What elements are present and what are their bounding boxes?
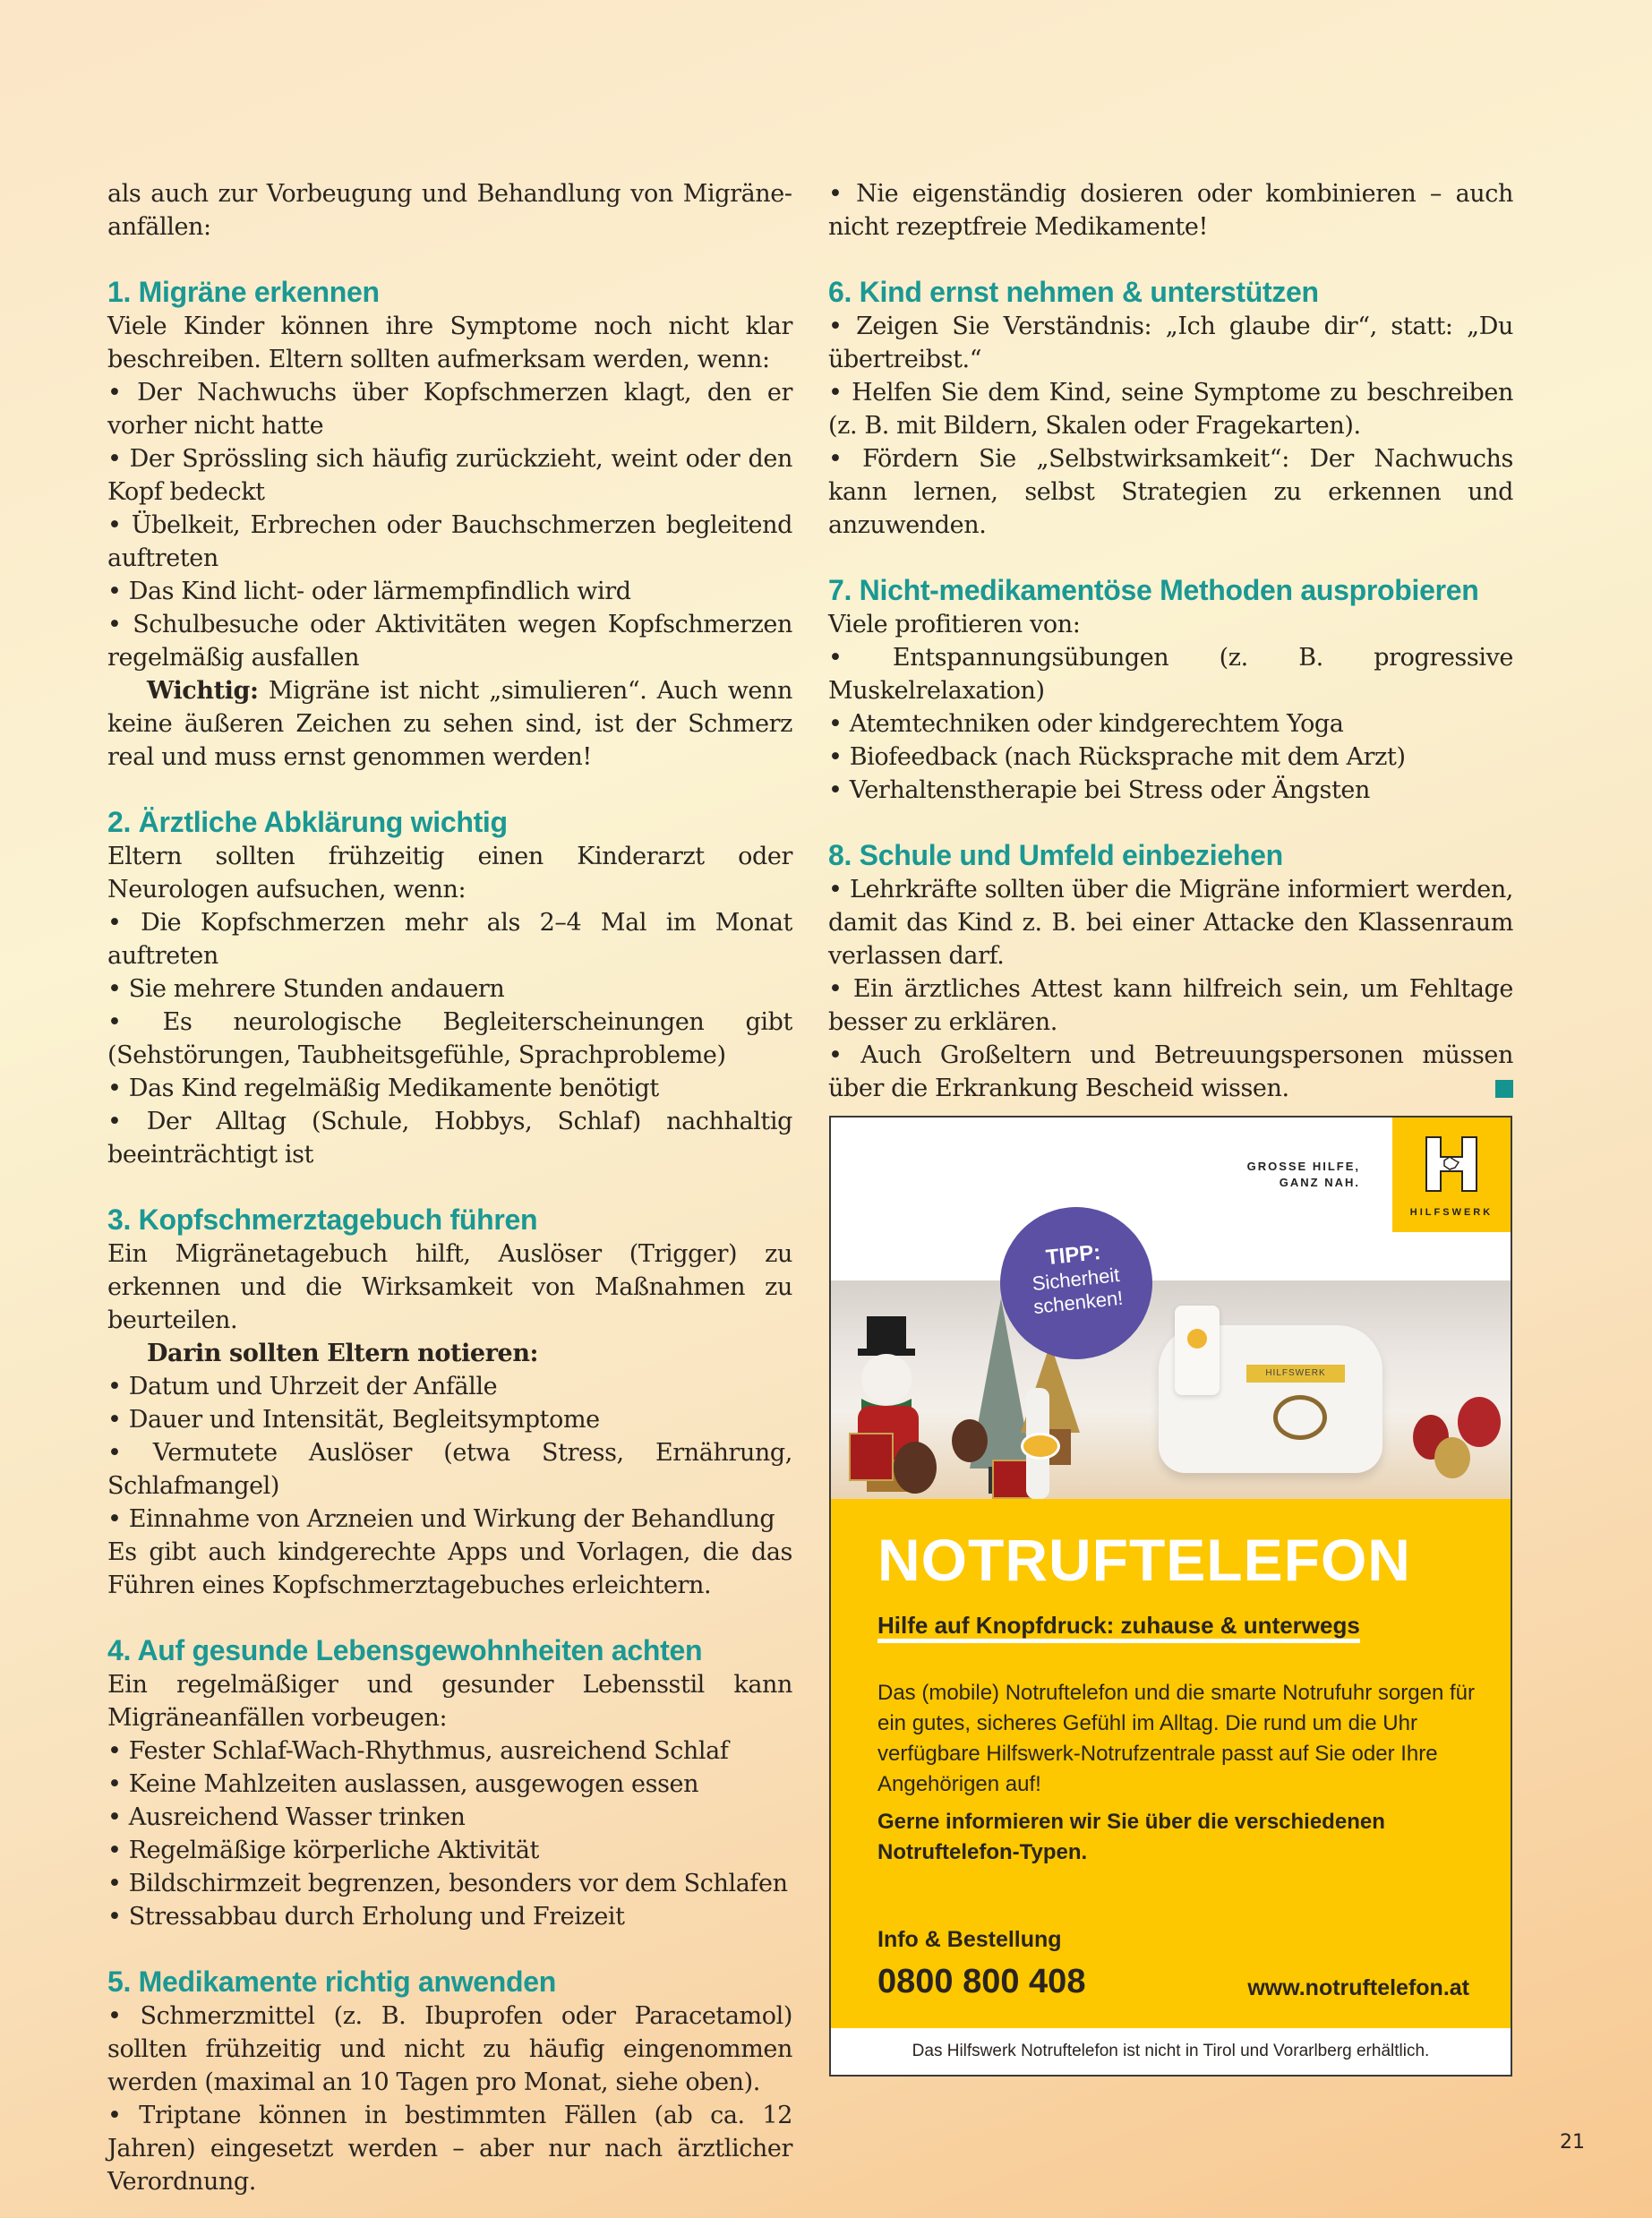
list-item: • Der Alltag (Schule, Hobbys, Schlaf) nachhaltig beeinträchtigt ist <box>107 1108 792 1169</box>
list-item: • Dauer und Intensität, Begleitsymptome <box>107 1406 600 1434</box>
bubble-line-2: schenken! <box>1032 1286 1125 1319</box>
list-item: • Einnahme von Arzneien und Wirkung der Behandlung <box>107 1505 775 1533</box>
ad-subtitle: Hilfe auf Knopfdruck: zuhause & unterwegs <box>877 1612 1360 1643</box>
list-item <box>828 1039 1513 1105</box>
section-6 <box>828 274 1513 542</box>
section-heading: 7. Nicht-medikamentöse Methoden ausprobieren <box>828 574 1479 606</box>
watch-button-icon <box>1021 1433 1060 1460</box>
ad-disclaimer: Das Hilfswerk Notruftelefon ist nicht in Tirol und Vorarlberg erhältlich. <box>831 2028 1511 2075</box>
pendant-button-icon <box>1187 1329 1207 1349</box>
pine-cone-icon <box>894 1442 937 1494</box>
article-end-square-icon <box>1495 1080 1513 1098</box>
closing-paragraph: Es gibt auch kindgerechte Apps und Vorlagen, die das Führen eines Kopfschmerztagebuches erleichtern. <box>107 1538 792 1599</box>
list-item: • Verhaltenstherapie bei Stress oder Ängsten <box>828 776 1370 804</box>
section-heading: 1. Migräne erkennen <box>107 276 380 308</box>
section-heading: 2. Ärztliche Abklärung wichtig <box>107 806 508 838</box>
ad-call-to-action: Gerne informieren wir Sie über die verschiedenen Notruftelefon-Typen. <box>877 1810 1385 1864</box>
list-item-continuation: • Nie eigenständig dosieren oder kombinieren – auch nicht rezeptfreie Medikamente! <box>828 180 1513 241</box>
section-5 <box>107 1964 792 2198</box>
pine-cone-icon <box>952 1419 988 1462</box>
section-heading: 5. Medikamente richtig anwenden <box>107 1965 557 1998</box>
list-item: • Schmerzmittel (z. B. Ibuprofen oder Paracetamol) sollten frühzeitig und nicht zu häufig eingenommen werden (maximal an 10 Tagen pro Monat, siehe oben). <box>107 2002 792 2096</box>
list-item: • Keine Mahlzeiten auslassen, ausgewogen essen <box>107 1770 699 1798</box>
product-photo <box>831 1280 1511 1499</box>
device-ring-button-icon <box>1273 1395 1327 1440</box>
paragraph: Viele profitieren von: <box>828 611 1081 638</box>
section-4 <box>107 1632 792 1933</box>
list-item: • Schulbesuche oder Aktivitäten wegen Kopfschmerzen regelmäßig ausfallen <box>107 611 792 672</box>
list-item: • Das Kind regelmäßig Medikamente benötigt <box>107 1075 659 1102</box>
list-item: • Der Sprössling sich häufig zurückzieht, weint oder den Kopf bedeckt <box>107 445 792 506</box>
list-item: • Zeigen Sie Verständnis: „Ich glaube dir“, statt: „Du übertreibst.“ <box>828 313 1513 373</box>
pendant-device-icon <box>1175 1306 1220 1395</box>
important-note <box>107 674 792 774</box>
ad-tagline <box>1247 1159 1360 1191</box>
list-item: • Atemtechniken oder kindgerechtem Yoga <box>828 710 1344 738</box>
list-item: • Stressabbau durch Erholung und Freizeit <box>107 1903 625 1931</box>
list-item: • Entspannungsübungen (z. B. progressive Muskelrelaxation) <box>828 644 1513 705</box>
ad-body: Das (mobile) Notruftelefon und die smarte Notrufuhr sorgen für ein gutes, sicheres Gefühl im Alltag. Die rund um die Uhr verfügbare Hilfswerk-Notrufzentrale passt auf Sie oder Ihre Angehörigen auf! <box>877 1681 1475 1796</box>
list-item: • Triptane können in bestimmten Fällen (ab ca. 12 Jahren) eingesetzt werden – aber nur nach ärztlicher Verordnung. <box>107 2102 792 2196</box>
tagline-line-1: GROSSE HILFE, <box>1246 1160 1360 1173</box>
ornament-icon <box>1434 1437 1470 1478</box>
phone-number[interactable]: 0800 800 408 <box>877 1963 1086 2000</box>
ad-title: NOTRUFTELEFON <box>877 1527 1411 1593</box>
list-item: • Die Kopfschmerzen mehr als 2–4 Mal im Monat auftreten <box>107 909 792 970</box>
section-heading: 6. Kind ernst nehmen & unterstützen <box>828 276 1319 308</box>
ad-info-panel <box>831 1499 1511 2029</box>
right-column <box>828 177 1513 1105</box>
list-item: • Sie mehrere Stunden andauern <box>107 975 505 1003</box>
bubble-title: TIPP: <box>1044 1240 1102 1271</box>
section-heading: 3. Kopfschmerztagebuch führen <box>107 1203 538 1236</box>
list-item: • Vermutete Auslöser (etwa Stress, Ernährung, Schlafmangel) <box>107 1439 792 1500</box>
device-label: HILFSWERK <box>1246 1365 1345 1383</box>
list-item: • Bildschirmzeit begrenzen, besonders vor dem Schlafen <box>107 1870 788 1897</box>
list-item: • Ein ärztliches Attest kann hilfreich sein, um Fehltage besser zu erklären. <box>828 975 1513 1036</box>
list-item: • Fördern Sie „Selbstwirksamkeit“: Der Nachwuchs kann lernen, selbst Strategien zu erkennen und anzuwenden. <box>828 445 1513 539</box>
list-item: • Der Nachwuchs über Kopfschmerzen klagt, den er vorher nicht hatte <box>107 379 792 440</box>
section-1 <box>107 274 792 774</box>
section-heading: 4. Auf gesunde Lebensgewohnheiten achten <box>107 1634 703 1666</box>
tagline-line-2: GANZ NAH. <box>1279 1176 1360 1189</box>
list-item: • Lehrkräfte sollten über die Migräne informiert werden, damit das Kind z. B. bei einer Attacke den Klassenraum verlassen darf. <box>828 876 1513 970</box>
list-item: • Fester Schlaf-Wach-Rhythmus, ausreichend Schlaf <box>107 1737 729 1765</box>
page-number: 21 <box>1560 2131 1585 2154</box>
gift-box-icon <box>849 1433 894 1481</box>
intro-text: als auch zur Vorbeugung und Behandlung von Migräneanfällen: <box>107 180 792 241</box>
website-link[interactable]: www.notruftelefon.at <box>1247 1975 1469 2000</box>
list-item: • Helfen Sie dem Kind, seine Symptome zu beschreiben (z. B. mit Bildern, Skalen oder Fragekarten). <box>828 379 1513 440</box>
section-7 <box>828 572 1513 807</box>
bubble-line-1: Sicherheit <box>1031 1263 1121 1296</box>
paragraph: Ein regelmäßiger und gesunder Lebensstil kann Migräneanfällen vorbeugen: <box>107 1671 792 1732</box>
ornament-icon <box>1458 1397 1501 1447</box>
list-item: • Ausreichend Wasser trinken <box>107 1803 466 1831</box>
info-label: Info & Bestellung <box>877 1927 1062 1952</box>
paragraph: Viele Kinder können ihre Symptome noch nicht klar beschreiben. Eltern sollten aufmerksam werden, wenn: <box>107 313 792 373</box>
list-item: • Es neurologische Begleiterscheinungen gibt (Sehstörungen, Taubheitsgefühle, Sprachprobleme) <box>107 1008 792 1069</box>
h-handshake-logo-icon <box>1423 1135 1480 1193</box>
important-text: Migräne ist nicht „simulieren“. Auch wenn keine äußeren Zeichen zu sehen sind, ist der Schmerz real und muss ernst genommen werden! <box>107 677 792 771</box>
subheading: Darin sollten Eltern notieren: <box>147 1340 539 1367</box>
list-item: • Biofeedback (nach Rücksprache mit dem Arzt) <box>828 743 1406 771</box>
paragraph: Ein Migränetagebuch hilft, Auslöser (Trigger) zu erkennen und die Wirksamkeit von Maßnahmen zu beurteilen. <box>107 1240 792 1334</box>
left-column <box>107 177 792 2198</box>
section-3 <box>107 1202 792 1602</box>
important-label: Wichtig: <box>147 677 259 705</box>
hilfswerk-advertisement <box>829 1116 1512 2077</box>
section-heading: 8. Schule und Umfeld einbeziehen <box>828 839 1283 871</box>
list-item-text: • Auch Großeltern und Betreuungspersonen müssen über die Erkrankung Bescheid wissen. <box>828 1041 1513 1102</box>
list-item: • Das Kind licht- oder lärmempfindlich wird <box>107 578 631 605</box>
section-2 <box>107 804 792 1171</box>
paragraph: Eltern sollten frühzeitig einen Kinderarzt oder Neurologen aufsuchen, wenn: <box>107 843 792 903</box>
section-8 <box>828 837 1513 1105</box>
logo-text: HILFSWERK <box>1409 1207 1494 1218</box>
hilfswerk-logo <box>1392 1118 1511 1232</box>
list-item: • Datum und Uhrzeit der Anfälle <box>107 1373 498 1400</box>
list-item: • Übelkeit, Erbrechen oder Bauchschmerzen begleitend auftreten <box>107 511 792 572</box>
list-item: • Regelmäßige körperliche Aktivität <box>107 1837 539 1864</box>
